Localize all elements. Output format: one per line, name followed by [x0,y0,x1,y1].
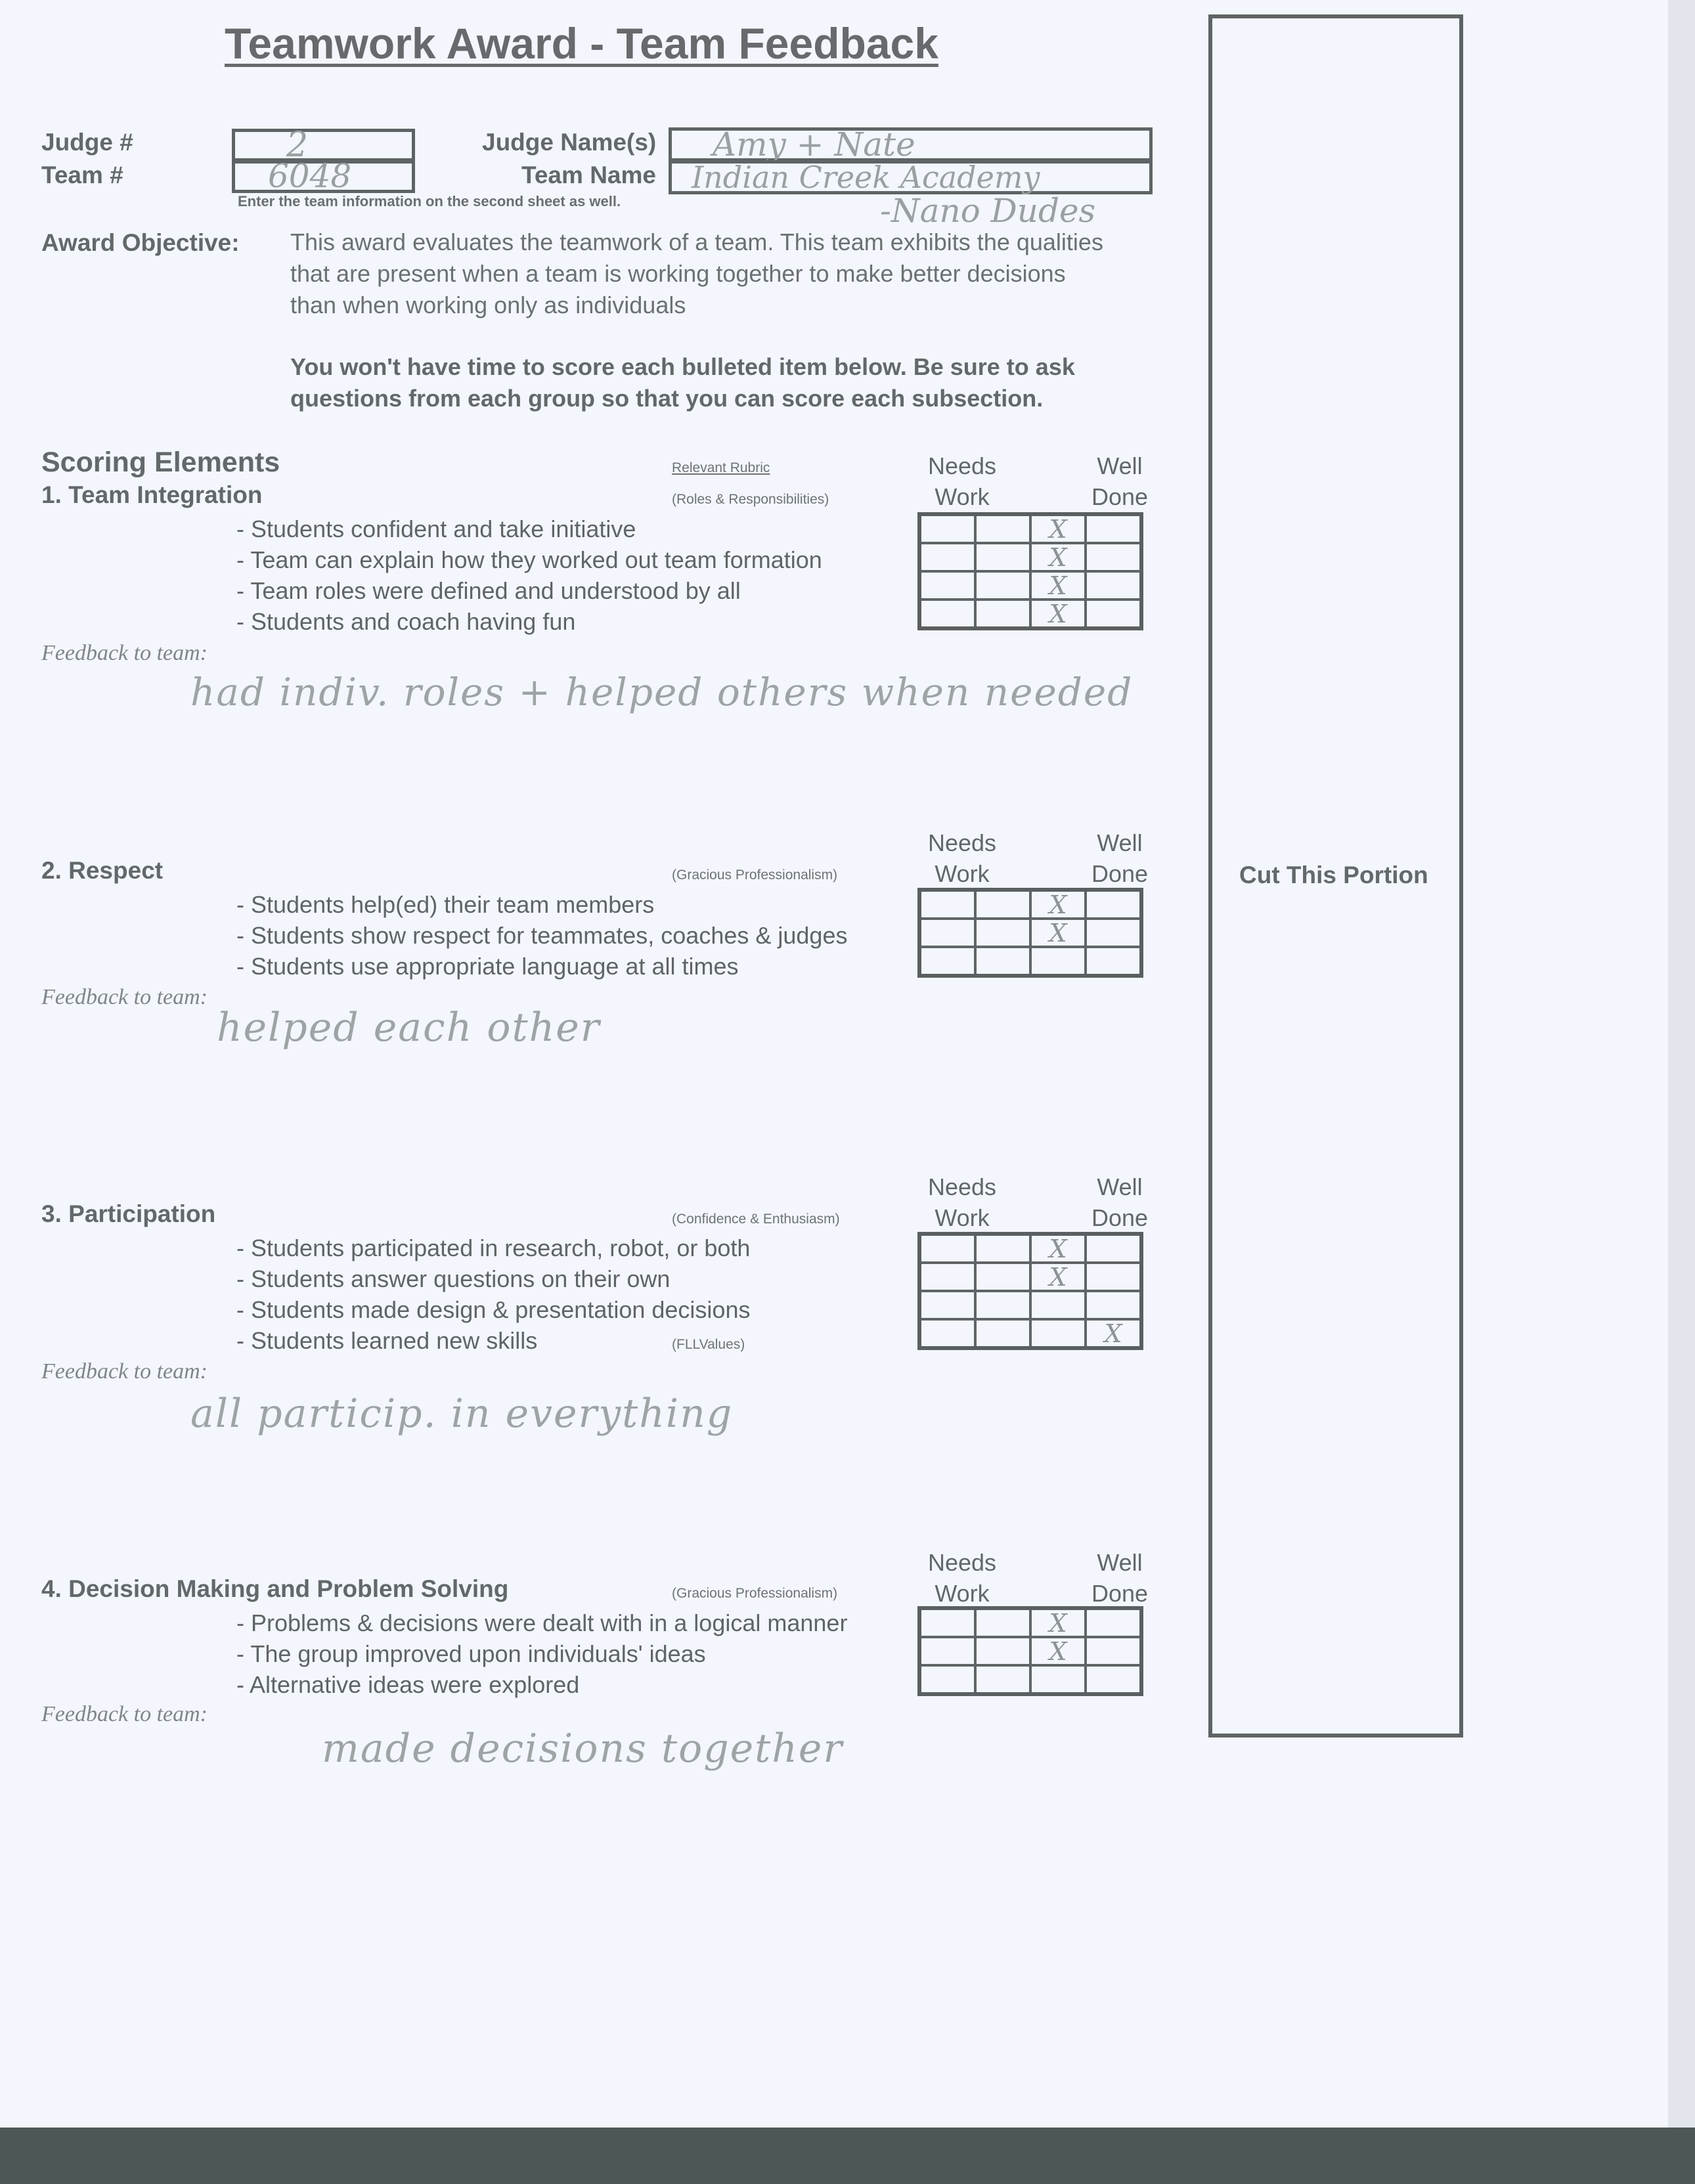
score-cell[interactable] [1086,571,1141,600]
list-item: - Students use appropriate language at all times [236,953,739,980]
section-3-extra-rubric: (FLLValues) [672,1337,745,1352]
relevant-rubric-label: Relevant Rubric [672,460,770,475]
award-objective-text: This award evaluates the teamwork of a team. This team exhibits the qualities that are present when a team is working together to make better decisions than when working only as individuals [290,229,1103,318]
scoring-elements-heading: Scoring Elements [41,447,280,478]
score-cell[interactable] [919,947,975,976]
table-row [919,1234,1141,1263]
team-name-value-line-2: -Nano Dudes [880,192,1096,230]
section-3-rubric: (Confidence & Enthusiasm) [672,1212,840,1227]
score-cell[interactable] [975,514,1030,543]
list-item: - Team can explain how they worked out team formation [236,546,822,573]
section-4-bullets [236,1607,847,1700]
section-1-heading: 1. Team Integration [41,481,263,508]
list-item: - Students help(ed) their team members [236,891,655,918]
score-cell[interactable]: X [1030,1637,1086,1665]
score-cell[interactable] [975,571,1030,600]
well-done-header: Well Done [1091,452,1149,510]
score-cell[interactable] [975,890,1030,919]
judge-name-value: Amy + Nate [713,125,915,164]
needs-work-header: Needs Work [927,452,997,510]
score-cell[interactable]: X [1030,1263,1086,1291]
list-item: - The group improved upon individuals' ideas [236,1640,706,1667]
section-2-score-grid [917,888,1143,978]
score-cell[interactable] [1030,947,1086,976]
team-info-note: Enter the team information on the second sheet as well. [238,193,621,209]
score-cell[interactable]: X [1030,1608,1086,1637]
list-item: - Students made design & presentation decisions [236,1296,751,1323]
team-number-value: 6048 [268,157,352,195]
needs-work-header: Needs Work [927,1549,997,1607]
score-cell[interactable] [1086,1637,1141,1665]
score-cell[interactable]: X [1030,919,1086,947]
score-cell[interactable] [1030,1665,1086,1694]
section-4-feedback[interactable]: made decisions together [322,1726,844,1772]
team-name-field[interactable] [669,160,1153,194]
form-title: Teamwork Award - Team Feedback [225,19,938,68]
award-objective-label: Award Objective: [41,229,240,256]
well-done-header: Well Done [1091,1549,1149,1607]
section-2-heading: 2. Respect [41,857,164,884]
list-item: - Students participated in research, robot, or both [236,1234,751,1261]
score-cell[interactable] [975,543,1030,571]
score-cell[interactable] [975,1291,1030,1319]
well-done-header: Well Done [1091,829,1149,887]
score-cell[interactable]: X [1030,890,1086,919]
team-number-field[interactable] [232,157,415,195]
table-row [919,600,1141,628]
cut-portion-label: Cut This Portion [1239,862,1428,888]
needs-work-header: Needs Work [927,1173,997,1231]
section-3-feedback[interactable]: all particip. in everything [190,1391,734,1437]
score-cell[interactable] [1086,1291,1141,1319]
list-item: - Students confident and take initiative [236,515,636,542]
score-cell[interactable] [1086,947,1141,976]
section-2-rubric: (Gracious Professionalism) [672,867,838,883]
score-cell[interactable] [919,1319,975,1348]
score-cell[interactable] [1086,600,1141,628]
score-cell[interactable] [919,1291,975,1319]
team-name-value: Indian Creek Academy [692,160,1040,195]
score-cell[interactable] [919,1637,975,1665]
table-row [919,1263,1141,1291]
needs-work-header: Needs Work [927,829,997,887]
section-1-rubric: (Roles & Responsibilities) [672,492,829,507]
table-row [919,1665,1141,1694]
team-name-label: Team Name [521,162,656,188]
judge-number-label: Judge # [41,129,133,156]
score-cell[interactable] [1086,514,1141,543]
score-cell[interactable]: X [1086,1319,1141,1348]
score-cell[interactable] [1086,919,1141,947]
score-cell[interactable] [919,514,975,543]
score-cell[interactable] [975,947,1030,976]
score-cell[interactable] [919,1263,975,1291]
score-cell[interactable] [1086,543,1141,571]
list-item: - Students learned new skills [236,1327,538,1354]
judge-name-field[interactable] [669,127,1153,162]
score-cell[interactable] [975,1637,1030,1665]
table-row [919,1637,1141,1665]
section-4-heading: 4. Decision Making and Problem Solving [41,1575,509,1602]
table-row [919,1291,1141,1319]
score-cell[interactable] [919,1608,975,1637]
judge-number-value: 2 [286,125,309,165]
list-item: - Team roles were defined and understood by all [236,577,741,604]
section-1-bullets [236,513,822,637]
score-cell[interactable] [919,919,975,947]
section-1-score-grid [917,512,1143,630]
section-2-feedback[interactable]: helped each other [217,1005,601,1051]
section-2-bullets [236,889,847,982]
team-number-label: Team # [41,162,123,188]
score-cell[interactable] [975,919,1030,947]
score-cell[interactable] [919,600,975,628]
score-cell[interactable] [919,1665,975,1694]
table-row [919,890,1141,919]
score-cell[interactable]: X [1030,1234,1086,1263]
score-cell[interactable] [919,571,975,600]
list-item: - Students show respect for teammates, coaches & judges [236,922,848,949]
score-cell[interactable] [919,543,975,571]
list-item: - Students answer questions on their own [236,1265,671,1292]
score-cell[interactable] [975,600,1030,628]
table-row [919,947,1141,976]
table-row [919,543,1141,571]
score-cell[interactable]: X [1030,600,1086,628]
score-cell[interactable]: X [1030,571,1086,600]
section-1-feedback-label: Feedback to team: [41,641,208,665]
page-edge [1668,0,1695,2128]
score-cell[interactable] [975,1263,1030,1291]
section-2-feedback-label: Feedback to team: [41,985,208,1009]
score-cell[interactable] [975,1665,1030,1694]
well-done-header: Well Done [1091,1173,1149,1231]
table-row [919,1319,1141,1348]
score-cell[interactable] [975,1319,1030,1348]
section-3-feedback-label: Feedback to team: [41,1359,208,1384]
score-cell[interactable] [1030,1291,1086,1319]
section-3-score-grid [917,1232,1143,1350]
section-3-heading: 3. Participation [41,1200,216,1227]
score-cell[interactable] [1086,1608,1141,1637]
section-1-feedback[interactable]: had indiv. roles + helped others when needed [190,670,1134,714]
section-4-score-grid [917,1606,1143,1696]
score-cell[interactable] [975,1234,1030,1263]
table-row [919,571,1141,600]
score-cell[interactable] [1086,1665,1141,1694]
score-cell[interactable] [975,1608,1030,1637]
table-row [919,1608,1141,1637]
table-row [919,514,1141,543]
table-row [919,919,1141,947]
list-item: - Alternative ideas were explored [236,1671,580,1698]
score-cell[interactable] [1086,1234,1141,1263]
score-cell[interactable] [1086,890,1141,919]
scanner-background [0,2128,1695,2184]
score-cell[interactable]: X [1030,514,1086,543]
list-item: - Students and coach having fun [236,608,576,635]
scoring-instructions: You won't have time to score each bulleted item below. Be sure to ask questions from each group so that you can score each subsection. [290,353,1075,412]
judge-name-label: Judge Name(s) [482,129,657,156]
score-cell[interactable] [1086,1263,1141,1291]
list-item: - Problems & decisions were dealt with in a logical manner [236,1609,848,1636]
section-4-feedback-label: Feedback to team: [41,1702,208,1726]
score-cell[interactable] [1030,1319,1086,1348]
section-4-rubric: (Gracious Professionalism) [672,1586,838,1601]
score-cell[interactable] [919,1234,975,1263]
score-cell[interactable]: X [1030,543,1086,571]
score-cell[interactable] [919,890,975,919]
